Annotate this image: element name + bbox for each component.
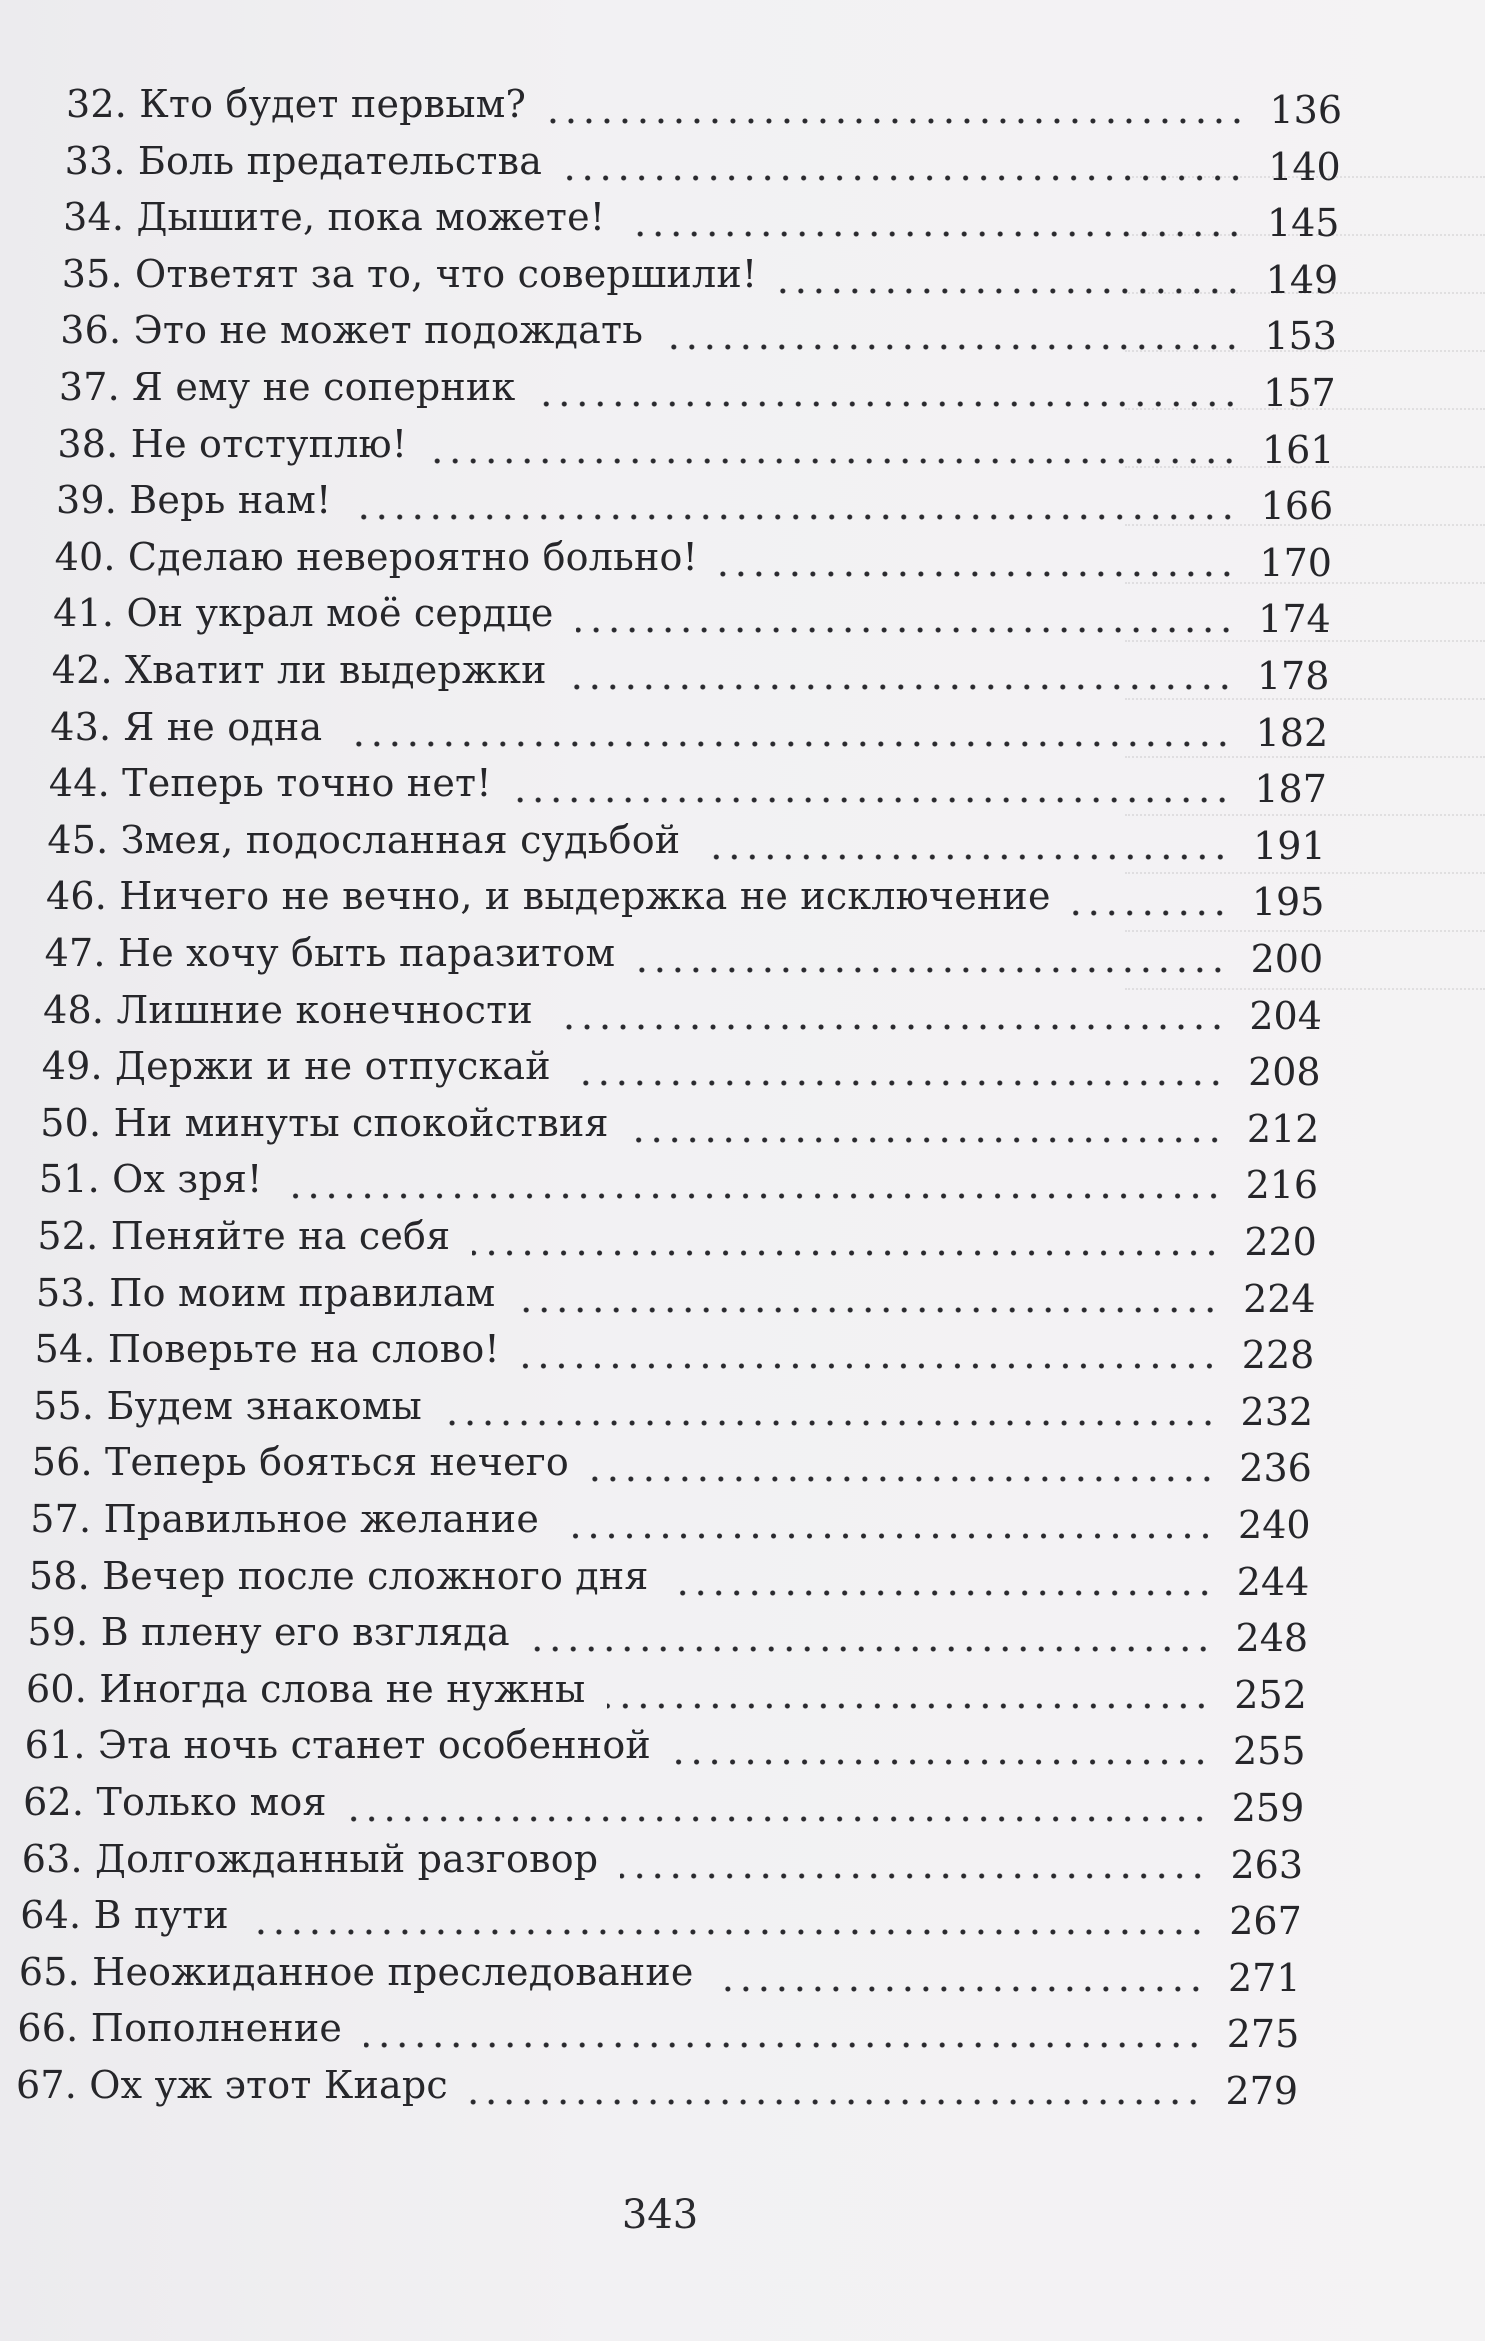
- dot-leader: [470, 2099, 1202, 2105]
- dot-leader: [627, 231, 1243, 237]
- toc-entry-title: 53. По моим правилам: [36, 1270, 496, 1315]
- dot-leader: [353, 514, 1237, 520]
- toc-entry: [30, 1495, 1310, 1551]
- toc-entry-page: 140: [1268, 144, 1341, 189]
- toc-entry-page: 275: [1226, 2012, 1300, 2057]
- dot-leader: [576, 627, 1235, 633]
- dot-leader: [251, 1929, 1206, 1935]
- toc-entry: [17, 2004, 1299, 2060]
- toc-entry-page: 200: [1250, 937, 1324, 981]
- toc-entry-title: 66. Пополнение: [17, 2006, 343, 2051]
- toc-entry-page: 271: [1227, 1955, 1301, 2000]
- dot-leader: [671, 1590, 1214, 1596]
- dot-leader: [429, 458, 1238, 464]
- toc-entry-title: 36. Это не может подождать: [60, 308, 644, 353]
- toc-entry: [47, 816, 1325, 872]
- dot-leader: [444, 1420, 1217, 1426]
- toc-entry-page: 161: [1261, 427, 1335, 472]
- toc-entry-page: 252: [1234, 1672, 1307, 1717]
- toc-entry-page: 195: [1251, 880, 1325, 925]
- toc-entry: [36, 1269, 1316, 1325]
- toc-entry: [32, 1438, 1312, 1494]
- dot-leader: [514, 797, 1231, 803]
- toc-entry-title: 61. Эта ночь станет особенной: [24, 1723, 651, 1768]
- toc-entry: [46, 872, 1324, 928]
- dot-leader: [665, 344, 1241, 350]
- toc-entry-page: 204: [1249, 993, 1322, 1038]
- toc-entry-page: 220: [1244, 1220, 1317, 1264]
- dot-leader: [555, 1024, 1226, 1030]
- toc-entry-page: 136: [1269, 88, 1342, 132]
- toc-entry-page: 149: [1265, 257, 1339, 302]
- toc-entry-title: 47. Не хочу быть паразитом: [44, 931, 616, 975]
- toc-entry: [62, 250, 1339, 306]
- toc-entry: [39, 1155, 1318, 1211]
- dot-leader: [561, 1533, 1215, 1539]
- toc-entry-page: 240: [1238, 1503, 1311, 1547]
- dot-leader: [779, 288, 1242, 294]
- dot-leader: [564, 175, 1245, 181]
- toc-entry-page: 224: [1243, 1276, 1316, 1321]
- toc-entry-page: 153: [1264, 314, 1337, 359]
- toc-entry-page: 216: [1245, 1163, 1319, 1208]
- toc-entry-title: 59. В плену его взгляда: [27, 1610, 510, 1655]
- dot-leader: [522, 1363, 1218, 1369]
- toc-entry: [22, 1835, 1303, 1891]
- toc-entry: [19, 1948, 1301, 2004]
- toc-entry: [56, 476, 1333, 532]
- toc-entry-title: 67. Ох уж этот Киарс: [16, 2063, 448, 2107]
- toc-entry-title: 56. Теперь бояться нечего: [31, 1440, 569, 1485]
- toc-entry-title: 45. Змея, подосланная судьбой: [47, 817, 681, 862]
- toc-entry-title: 54. Поверьте на слово!: [34, 1327, 500, 1372]
- toc-entry-page: 267: [1229, 1899, 1302, 1944]
- toc-entry-page: 208: [1248, 1050, 1321, 1095]
- toc-entry-title: 44. Теперь точно нет!: [48, 761, 492, 806]
- toc-entry-page: 259: [1231, 1786, 1305, 1830]
- toc-entry-page: 182: [1255, 710, 1329, 755]
- toc-entry-page: 174: [1258, 597, 1331, 642]
- toc-entry: [16, 2061, 1298, 2117]
- toc-entry-title: 37. Я ему не соперник: [58, 365, 516, 409]
- dot-leader: [569, 684, 1234, 690]
- dot-leader: [637, 967, 1227, 973]
- dot-leader: [537, 401, 1239, 407]
- toc-entry: [26, 1665, 1307, 1721]
- dot-leader: [344, 741, 1232, 747]
- toc-entry-title: 39. Верь нам!: [56, 478, 332, 523]
- toc-entry: [52, 646, 1330, 702]
- toc-entry-title: 63. Долгожданный разговор: [21, 1836, 599, 1881]
- toc-entry-page: 145: [1266, 201, 1340, 246]
- toc-entry-title: 49. Держи и не отпускай: [41, 1044, 551, 1089]
- toc-entry-title: 51. Ох зря!: [38, 1157, 263, 1202]
- toc-entry-page: 187: [1254, 767, 1327, 812]
- dot-leader: [620, 1873, 1207, 1879]
- toc-entry-title: 40. Сделаю невероятно больно!: [54, 534, 699, 579]
- toc-entry: [35, 1325, 1315, 1381]
- toc-entry-page: 244: [1236, 1559, 1310, 1604]
- dot-leader: [702, 854, 1229, 860]
- toc-entry-title: 48. Лишние конечности: [43, 987, 533, 1032]
- toc-entry-title: 33. Боль предательства: [64, 138, 543, 183]
- toc-entry: [60, 306, 1337, 362]
- toc-entry-page: 166: [1260, 484, 1334, 529]
- toc-entry-page: 170: [1259, 540, 1332, 585]
- dot-leader: [716, 1986, 1205, 1992]
- toc-entry-page: 191: [1253, 823, 1326, 868]
- toc-entry-title: 34. Дышите, пока можете!: [63, 195, 606, 240]
- toc-entry: [63, 193, 1339, 249]
- toc-entry: [33, 1382, 1313, 1438]
- toc-entry-page: 228: [1241, 1333, 1315, 1378]
- toc-entry-page: 212: [1246, 1106, 1320, 1151]
- toc-entry: [49, 759, 1327, 815]
- toc-entry-title: 52. Пеняйте на себя: [37, 1214, 451, 1258]
- toc-entry-title: 38. Не отступлю!: [57, 421, 408, 466]
- toc-entry: [45, 929, 1324, 985]
- toc-entry: [66, 80, 1342, 136]
- toc-entry: [27, 1608, 1308, 1664]
- dot-leader: [607, 1703, 1210, 1709]
- toc-entry-title: 46. Ничего не вечно, и выдержка не исключение: [46, 874, 1051, 919]
- toc-entry-title: 42. Хватит ли выдержки: [51, 648, 547, 692]
- toc-entry-page: 263: [1230, 1842, 1304, 1887]
- toc-entry: [57, 420, 1334, 476]
- toc-entry-title: 41. Он украл моё сердце: [53, 591, 554, 636]
- toc-entry-page: 248: [1235, 1616, 1309, 1661]
- dot-leader: [548, 118, 1246, 124]
- dot-leader: [472, 1250, 1221, 1256]
- toc-entry: [42, 1042, 1321, 1098]
- toc-entry-title: 43. Я не одна: [50, 704, 323, 749]
- toc-entry-title: 64. В пути: [20, 1893, 229, 1938]
- toc-entry: [40, 1099, 1319, 1155]
- toc-entry: [55, 533, 1332, 589]
- toc-entry-page: 236: [1239, 1446, 1312, 1491]
- toc-entry-title: 50. Ни минуты спокойствия: [40, 1100, 609, 1145]
- dot-leader: [591, 1476, 1216, 1482]
- toc-entry: [50, 703, 1328, 759]
- toc-entry-page: 255: [1233, 1729, 1306, 1774]
- dot-leader: [673, 1759, 1210, 1765]
- toc-entry: [53, 589, 1331, 645]
- dot-leader: [349, 1816, 1209, 1822]
- toc-entry: [59, 363, 1336, 419]
- toc-entry-title: 65. Неожиданное преследование: [18, 1949, 694, 1994]
- toc-entry-title: 60. Иногда слова не нужны: [26, 1666, 586, 1711]
- toc-entry-title: 32. Кто будет первым?: [66, 82, 527, 126]
- toc-entry: [23, 1778, 1304, 1834]
- dot-leader: [573, 1080, 1225, 1086]
- toc-entry: [43, 986, 1322, 1042]
- toc-entry: [29, 1552, 1309, 1608]
- toc-entry-title: 35. Ответят за то, что совершили!: [61, 251, 758, 296]
- toc-entry-page: 232: [1240, 1389, 1314, 1434]
- toc-entry-page: 157: [1263, 371, 1336, 415]
- dot-leader: [364, 2042, 1203, 2048]
- toc-entry: [25, 1721, 1306, 1777]
- toc-entry: [20, 1891, 1301, 1947]
- dot-leader: [720, 571, 1236, 577]
- dot-leader: [285, 1193, 1223, 1199]
- toc-entry: [37, 1212, 1316, 1268]
- toc-entry: [65, 137, 1341, 193]
- toc-entry-title: 57. Правильное желание: [30, 1497, 540, 1541]
- toc-entry-title: 62. Только моя: [23, 1780, 327, 1824]
- toc-entry-page: 279: [1225, 2069, 1298, 2113]
- dot-leader: [631, 1137, 1224, 1143]
- dot-leader: [1073, 910, 1229, 916]
- toc-entry-page: 178: [1256, 654, 1330, 698]
- page-number: 343: [621, 2192, 699, 2238]
- toc-entry-title: 58. Вечер после сложного дня: [28, 1553, 649, 1598]
- toc-entry-title: 55. Будем знакомы: [33, 1383, 422, 1428]
- dot-leader: [532, 1646, 1212, 1652]
- dot-leader: [517, 1307, 1219, 1313]
